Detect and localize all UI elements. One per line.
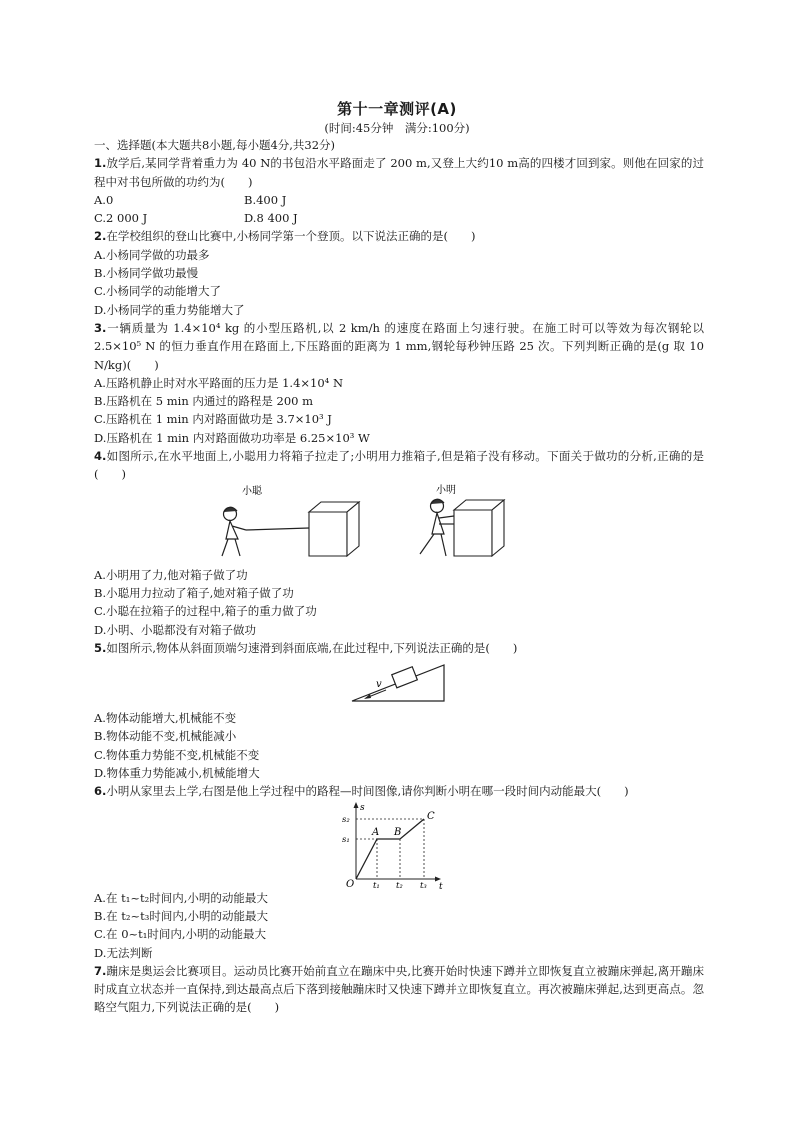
q5-figure — [94, 657, 704, 709]
question-stem: 放学后,某同学背着重力为 40 N的书包沿水平路面走了 200 m,又登上大约10 m高的四楼才回到家。则他在回家的过程中对书包所做的功约为( ) — [94, 156, 704, 189]
velocity-label: v — [376, 679, 382, 691]
q6-figure — [94, 801, 704, 889]
push-pull-illustration — [94, 484, 704, 566]
question-stem: 在学校组织的登山比赛中,小杨同学第一个登顶。以下说法正确的是( ) — [106, 229, 476, 244]
x-tick-t1: t₁ — [373, 880, 380, 889]
point-a-label: A — [372, 826, 380, 838]
exam-time-score: (时间:45分钟 满分:100分) — [324, 121, 470, 135]
option-a: A.0 — [94, 192, 114, 207]
graph-line — [356, 819, 424, 879]
option-a: A.小杨同学做的功最多 — [94, 247, 210, 262]
option-b: B.物体动能不变,机械能减小 — [94, 729, 237, 744]
options-row — [94, 191, 704, 209]
x-axis-arrow — [435, 876, 441, 881]
girl-pulling-figure — [222, 507, 309, 556]
question-number: 6. — [94, 784, 107, 799]
question-4 — [94, 447, 704, 484]
option-d: D.物体重力势能减小,机械能增大 — [94, 766, 260, 781]
point-c-label: C — [427, 810, 435, 822]
origin-label: O — [346, 878, 355, 889]
question-number: 7. — [94, 963, 107, 978]
question-list — [94, 136, 704, 1017]
boy-pushing-figure — [420, 499, 454, 556]
question-number: 3. — [94, 320, 107, 335]
y-tick-s1: s₁ — [342, 834, 350, 845]
q4-label-xiaocong: 小聪 — [242, 485, 262, 497]
option-c: C.小聪在拉箱子的过程中,箱子的重力做了功 — [94, 604, 317, 619]
option-c: C.物体重力势能不变,机械能不变 — [94, 747, 260, 762]
x-tick-t3: t₃ — [420, 880, 427, 889]
option-a: A.物体动能增大,机械能不变 — [94, 711, 237, 726]
question-number: 1. — [94, 156, 107, 171]
option-c: C.2 000 J — [94, 211, 148, 226]
section-heading: 一、选择题(本大题共8小题,每小题4分,共32分) — [94, 138, 336, 152]
option-a: A.压路机静止时对水平路面的压力是 1.4×10⁴ N — [94, 375, 344, 390]
option-d: D.小杨同学的重力势能增大了 — [94, 302, 245, 317]
question-number: 5. — [94, 640, 107, 655]
option-d: D.8 400 J — [244, 211, 298, 226]
distance-time-graph — [94, 801, 704, 889]
options-row — [94, 209, 704, 227]
option-c: C.在 0~t₁时间内,小明的动能最大 — [94, 927, 267, 942]
option-a: A.在 t₁~t₂时间内,小明的动能最大 — [94, 890, 268, 905]
option-b: B.在 t₂~t₃时间内,小明的动能最大 — [94, 908, 269, 923]
question-stem: 如图所示,物体从斜面顶端匀速滑到斜面底端,在此过程中,下列说法正确的是( ) — [106, 640, 518, 655]
box-right — [454, 500, 504, 556]
page-title: 第十一章测评(A) — [337, 100, 457, 118]
option-c: C.小杨同学的动能增大了 — [94, 284, 222, 299]
question-2 — [94, 227, 704, 245]
q4-label-xiaoming: 小明 — [436, 484, 456, 496]
x-axis-label: t — [439, 881, 443, 889]
option-d: D.无法判断 — [94, 945, 153, 960]
question-number: 2. — [94, 229, 107, 244]
option-b: B.400 J — [244, 192, 287, 207]
option-b: B.小杨同学做功最慢 — [94, 266, 199, 281]
option-c: C.压路机在 1 min 内对路面做功是 3.7×10³ J — [94, 412, 332, 427]
question-stem: 蹦床是奥运会比赛项目。运动员比赛开始前直立在蹦床中央,比赛开始时快速下蹲并立即恢复直立被蹦床弹起,离开蹦床时成直立状态并一直保持,到达最高点后下落到接触蹦床时又快速下蹲并立即恢复直立。再次被蹦床弹起,达到更高点。忽略空气阻力,下列说法正确的是( ) — [94, 963, 704, 1015]
question-7 — [94, 962, 704, 1017]
box-left — [309, 502, 359, 556]
question-number: 4. — [94, 449, 107, 464]
option-d: D.小明、小聪都没有对箱子做功 — [94, 622, 256, 637]
question-stem: 如图所示,在水平地面上,小聪用力将箱子拉走了;小明用力推箱子,但是箱子没有移动。下面关于做功的分析,正确的是( ) — [94, 449, 704, 482]
x-tick-t2: t₂ — [396, 880, 403, 889]
question-stem: 一辆质量为 1.4×10⁴ kg 的小型压路机,以 2 km/h 的速度在路面上匀速行驶。在施工时可以等效为每次钢轮以 2.5×10⁵ N 的恒力垂直作用在路面上,下压路面的距离为 1 mm,钢轮每秒钟压路 25 次。下列判断正确的是(g 取 10 N/kg)( ) — [94, 320, 704, 372]
incline-diagram — [94, 657, 704, 709]
point-b-label: B — [394, 826, 402, 838]
question-6 — [94, 782, 704, 800]
option-b: B.压路机在 5 min 内通过的路程是 200 m — [94, 394, 314, 409]
q4-figure — [94, 484, 704, 566]
question-stem: 小明从家里去上学,右图是他上学过程中的路程—时间图像,请你判断小明在哪一段时间内动能最大( ) — [106, 784, 629, 799]
option-d: D.压路机在 1 min 内对路面做功功率是 6.25×10³ W — [94, 430, 370, 445]
option-b: B.小聪用力拉动了箱子,她对箱子做了功 — [94, 585, 294, 600]
question-5 — [94, 639, 704, 657]
y-axis-label: s — [360, 802, 365, 813]
question-1 — [94, 154, 704, 191]
option-a: A.小明用了力,他对箱子做了功 — [94, 567, 248, 582]
y-axis-arrow — [354, 802, 359, 808]
question-3 — [94, 319, 704, 374]
y-tick-s2: s₂ — [342, 814, 350, 825]
